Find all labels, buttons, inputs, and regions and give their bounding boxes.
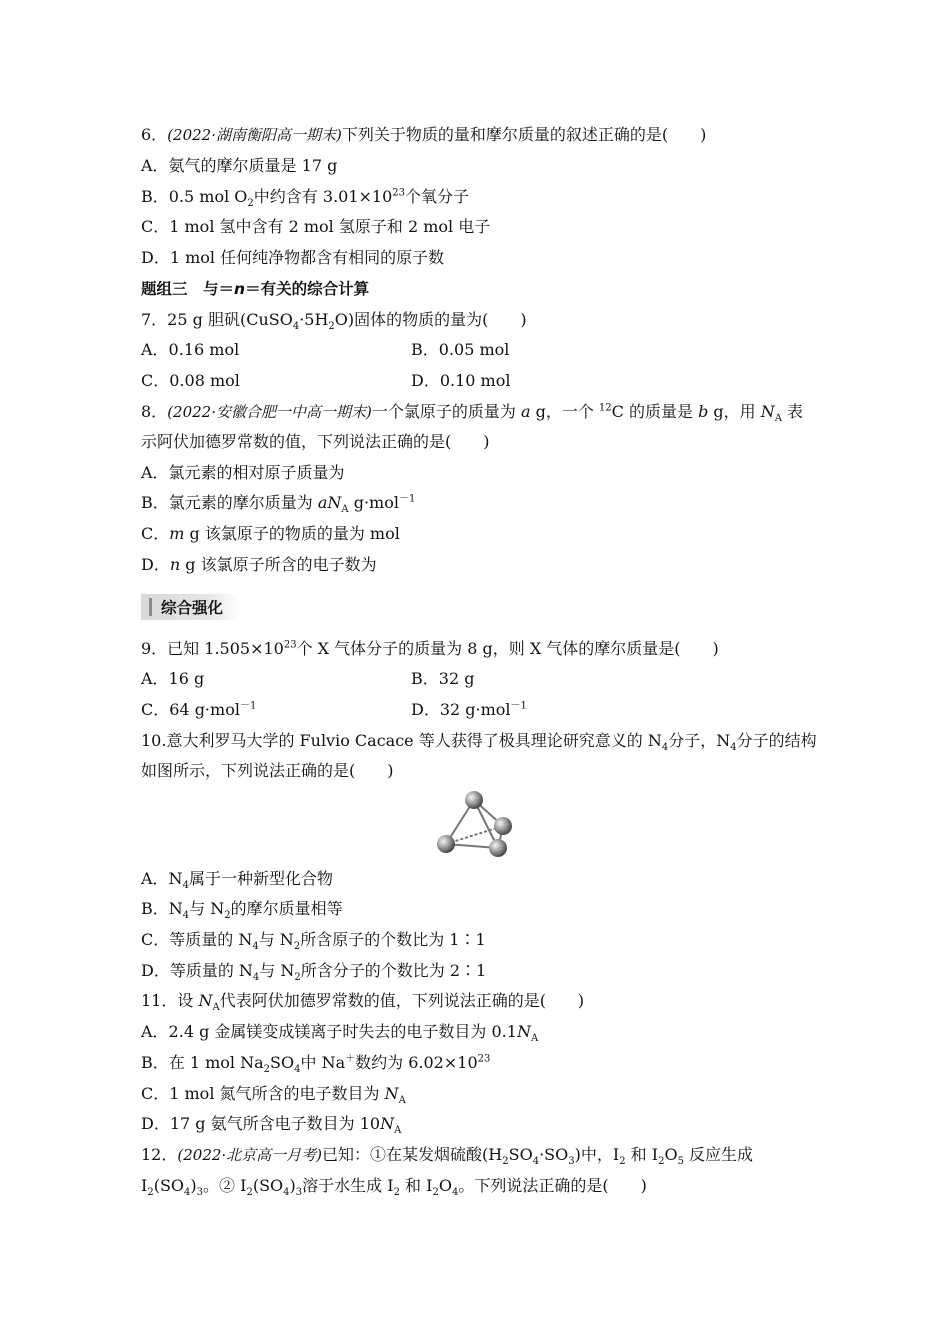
q7-stem: 7．25 g 胆矾$(CuSO_4\cdot 5H_2O)$固体的物质的量为( )	[141, 310, 527, 333]
section-banner	[141, 594, 239, 620]
group3-title: 题组三 与＝n＝有关的综合计算	[141, 280, 370, 298]
q7-option-b: B．0.05 mol	[411, 340, 510, 359]
q10-stem-line2: 如图所示，下列说法正确的是( )	[141, 761, 394, 780]
n4-molecule-figure	[432, 788, 522, 860]
q9-option-c: C．64 g·mol$^{-1}$	[141, 700, 257, 719]
q9-option-b: B．32 g	[411, 669, 475, 688]
q10-stem: 10.意大利罗马大学的 Fulvio Cacace 等人获得了极具理论研究意义的 $N_4$分子，$N_4$分子的结构	[141, 731, 817, 754]
q8-option-d: D．n g 该氯原子所含的电子数为	[141, 555, 377, 574]
q8-option-c: C．m g 该氯原子的物质的量为 mol	[141, 524, 400, 543]
q8-stem-line2: 示阿伏加德罗常数的值，下列说法正确的是( )	[141, 432, 490, 451]
q8-option-b: B．氯元素的摩尔质量为 $aN_A$ g·mol$^{-1}$	[141, 493, 416, 516]
q11-option-b: B．在 1 mol $Na_2SO_4$中 Na＋数约为 $6.02\times 10^{23}$	[141, 1053, 491, 1076]
atom-top	[465, 791, 483, 809]
section-title: 综合强化	[161, 599, 224, 617]
q10-option-a: A．$N_4$属于一种新型化合物	[141, 869, 333, 892]
q12-stem: 12．(2022·北京高一月考)已知：①在某发烟硫酸$(H_2SO_4\cdot SO_3)$中，$I_2$ 和 $I_2O_5$ 反应生成	[141, 1145, 754, 1168]
q11-option-c: C．1 mol 氮气所含的电子数目为 $N_A$	[141, 1084, 406, 1107]
q11-stem: 11．设 $N_A$代表阿伏加德罗常数的值，下列说法正确的是( )	[141, 991, 585, 1014]
banner-bar	[149, 598, 152, 616]
q11-option-d: D．17 g 氨气所含电子数目为 $10N_A$	[141, 1114, 402, 1137]
atom-right	[494, 817, 512, 835]
q6-option-a: A．氨气的摩尔质量是 17 g	[141, 156, 338, 175]
q11-option-a: A．2.4 g 金属镁变成镁离子时失去的电子数目为 $0.1N_A$	[141, 1022, 539, 1045]
q8-stem: 8．(2022·安徽合肥一中高一期末)一个氯原子的质量为 a g，一个 $^{12}$C 的质量是 b g，用 $N_A$ 表	[141, 402, 804, 425]
q7-option-c: C．0.08 mol	[141, 371, 240, 390]
q7-option-a: A．0.16 mol	[141, 340, 240, 359]
q8-option-a: A．氯元素的相对原子质量为	[141, 463, 345, 482]
atom-front	[489, 839, 507, 857]
q6-stem: 6．(2022·湖南衡阳高一期末)下列关于物质的量和摩尔质量的叙述正确的是( )	[141, 125, 707, 144]
q9-option-a: A．16 g	[141, 669, 205, 688]
q6-option-b: B．0.5 mol $O_2$中约含有 $3.01\times 10^{23}$个氧分子	[141, 187, 470, 210]
atom-left	[437, 835, 455, 853]
q9-option-d: D．32 g·mol$^{-1}$	[411, 700, 527, 719]
q12-stem-line2: $I_2(SO_4)_3$。② $I_2(SO_4)_3$溶于水生成 $I_2$ 和 $I_2O_4$。下列说法正确的是( )	[141, 1176, 647, 1199]
q7-option-d: D．0.10 mol	[411, 371, 511, 390]
q6-option-c: C．1 mol 氢中含有 2 mol 氢原子和 2 mol 电子	[141, 217, 491, 236]
q10-option-d: D．等质量的 $N_4$与 $N_2$所含分子的个数比为 2∶1	[141, 961, 487, 984]
q9-stem: 9．已知 $1.505\times 10^{23}$个 X 气体分子的质量为 8 g，则 X 气体的摩尔质量是( )	[141, 639, 719, 658]
q10-option-c: C．等质量的 $N_4$与 $N_2$所含原子的个数比为 1∶1	[141, 930, 486, 953]
q6-option-d: D．1 mol 任何纯净物都含有相同的原子数	[141, 248, 445, 267]
q10-option-b: B．$N_4$与 $N_2$的摩尔质量相等	[141, 899, 343, 922]
